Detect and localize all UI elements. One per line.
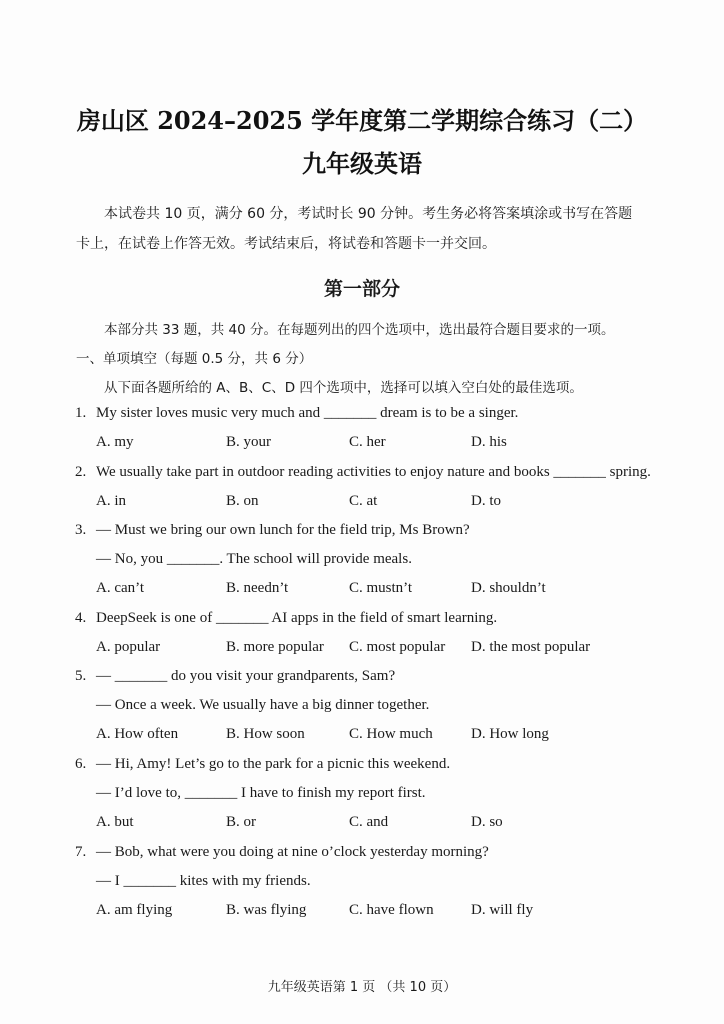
part-title: 第一部分: [323, 278, 400, 300]
answer-option-a: A. How often: [96, 726, 179, 742]
answer-option-a: A. but: [96, 814, 134, 830]
part-intro: 本部分共 33 题，共 40 分。在每题列出的四个选项中，选出最符合题目要求的一项。: [104, 322, 615, 338]
answer-option-b: B. needn’t: [226, 580, 289, 596]
answer-option-c: C. mustn’t: [349, 580, 413, 596]
question-number: 3.: [75, 522, 87, 538]
section-heading: 一、单项填空（每题 0.5 分，共 6 分）: [76, 351, 313, 367]
question-text: — I’d love to, _______ I have to finish my report first.: [96, 785, 426, 801]
answer-option-d: D. his: [471, 434, 507, 450]
question-text: — I _______ kites with my friends.: [96, 873, 311, 889]
answer-option-d: D. so: [471, 814, 503, 830]
answer-option-c: C. have flown: [349, 902, 434, 918]
answer-option-a: A. my: [96, 434, 134, 450]
answer-option-d: D. the most popular: [471, 639, 591, 655]
answer-option-b: B. How soon: [226, 726, 305, 742]
answer-option-b: B. your: [226, 434, 271, 450]
instructions-line-2: 卡上，在试卷上作答无效。考试结束后，将试卷和答题卡一并交回。: [76, 236, 496, 252]
question-text: — No, you _______. The school will provide meals.: [96, 551, 412, 567]
answer-option-c: C. at: [349, 493, 378, 509]
answer-option-b: B. was flying: [226, 902, 307, 918]
answer-option-b: B. more popular: [226, 639, 324, 655]
exam-title: 房山区 2024–2025 学年度第二学期综合练习（二）: [76, 106, 648, 135]
answer-option-d: D. How long: [471, 726, 549, 742]
question-text: — Once a week. We usually have a big dinner together.: [96, 697, 430, 713]
answer-option-b: B. on: [226, 493, 259, 509]
question-number: 6.: [75, 756, 87, 772]
question-number: 7.: [75, 844, 87, 860]
answer-option-a: A. in: [96, 493, 126, 509]
question-text: — _______ do you visit your grandparents, Sam?: [96, 668, 396, 684]
question-text: — Bob, what were you doing at nine o’clock yesterday morning?: [96, 844, 489, 860]
question-number: 5.: [75, 668, 87, 684]
answer-option-c: C. her: [349, 434, 386, 450]
question-text: DeepSeek is one of _______ AI apps in the field of smart learning.: [96, 610, 498, 626]
section-instruction: 从下面各题所给的 A、B、C、D 四个选项中，选择可以填入空白处的最佳选项。: [104, 380, 583, 396]
answer-option-d: D. to: [471, 493, 501, 509]
answer-option-d: D. shouldn’t: [471, 580, 546, 596]
instructions-line-1: 本试卷共 10 页，满分 60 分，考试时长 90 分钟。考生务必将答案填涂或书写在答题: [104, 206, 633, 222]
question-text: — Hi, Amy! Let’s go to the park for a picnic this weekend.: [96, 756, 451, 772]
answer-option-a: A. am flying: [96, 902, 173, 918]
answer-option-c: C. most popular: [349, 639, 446, 655]
question-number: 2.: [75, 464, 87, 480]
exam-instructions: [76, 199, 666, 259]
question-text: My sister loves music very much and _______ dream is to be a singer.: [96, 405, 519, 421]
question-number: 1.: [75, 405, 87, 421]
answer-option-a: A. popular: [96, 639, 161, 655]
exam-subject: 九年级英语: [302, 149, 422, 178]
question-number: 4.: [75, 610, 87, 626]
answer-option-b: B. or: [226, 814, 256, 830]
answer-option-c: C. and: [349, 814, 389, 830]
question-text: We usually take part in outdoor reading activities to enjoy nature and books _______ spring.: [96, 464, 651, 480]
answer-option-c: C. How much: [349, 726, 433, 742]
page-footer: 九年级英语第 1 页 （共 10 页）: [267, 980, 457, 995]
question-text: — Must we bring our own lunch for the field trip, Ms Brown?: [96, 522, 470, 538]
answer-option-d: D. will fly: [471, 902, 534, 918]
answer-option-a: A. can’t: [96, 580, 145, 596]
